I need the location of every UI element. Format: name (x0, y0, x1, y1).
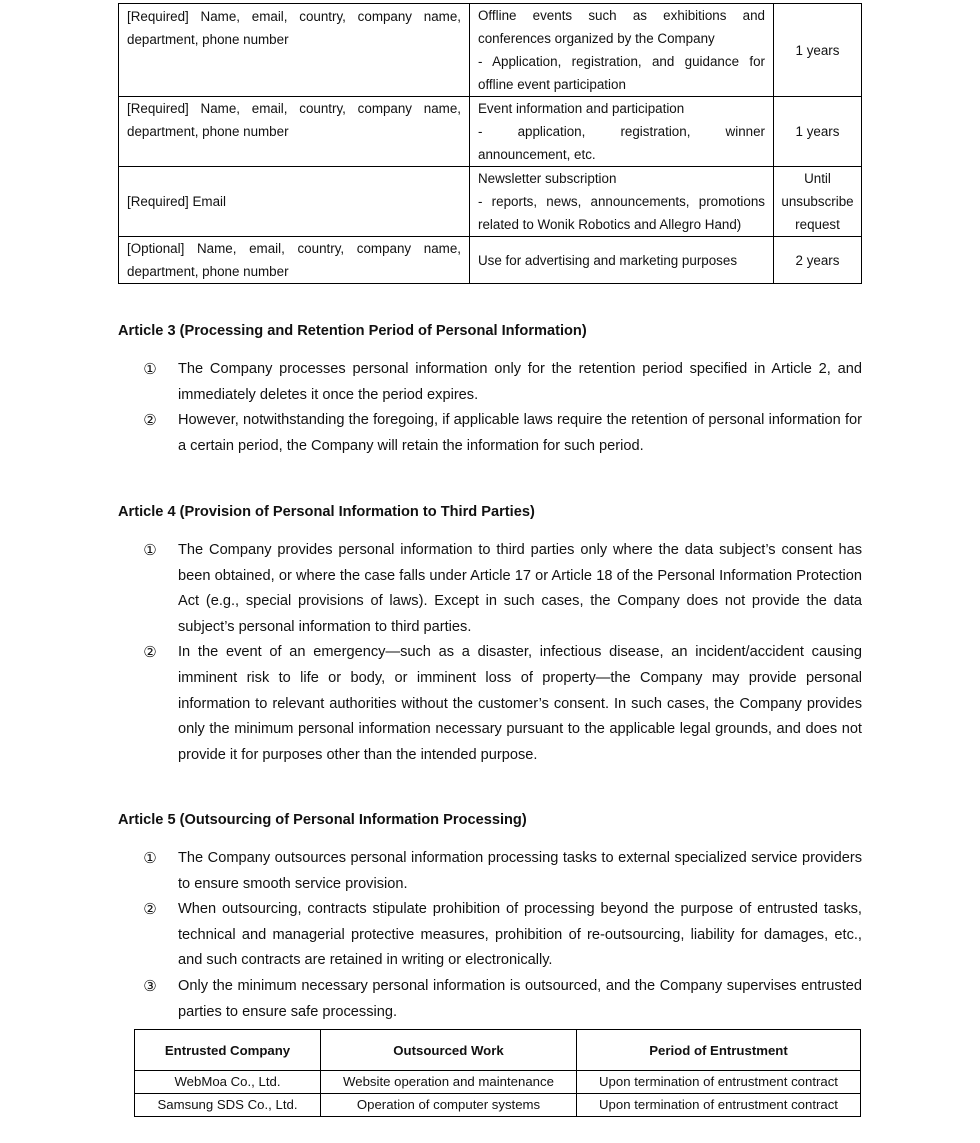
table-cell: Website operation and maintenance (321, 1071, 577, 1094)
table-row (135, 1094, 861, 1117)
purpose-cell (470, 237, 774, 284)
table-cell: Operation of computer systems (321, 1094, 577, 1117)
purpose-line: conferences organized by the Company (478, 31, 715, 46)
purpose-line: offline event participation (478, 77, 626, 92)
period-line: unsubscribe (781, 194, 854, 209)
retention-period-cell: 1 years (774, 97, 862, 167)
purpose-line: Event information and participation (478, 101, 685, 116)
column-header: Outsourced Work (321, 1030, 577, 1071)
item-number: ② (143, 644, 157, 662)
table-header-row (135, 1030, 861, 1071)
list-item (118, 974, 862, 1025)
table-cell: WebMoa Co., Ltd. (135, 1071, 321, 1094)
article-3-heading: Article 3 (Processing and Retention Period of Personal Information) (118, 323, 587, 339)
outsourcing-table (134, 1029, 861, 1117)
item-number: ① (143, 542, 157, 559)
item-text: In the event of an emergency—such as a disaster, infectious disease, an incident/accident causing imminent risk to life or body, or imminent loss of property—the Company may provide personal information to relevant authorities without the customer’s consent. In such cases, the Company provides only the minimum personal information necessary pursuant to the applicable legal grounds, and does not provide it for purposes other than the intended purpose. (178, 644, 862, 763)
retention-period-cell: 2 years (774, 237, 862, 284)
item-text: The Company provides personal information to third parties only where the data subject’s consent has been obtained, or where the case falls under Article 17 or Article 18 of the Personal Information Protection Act (e.g., special provisions of laws). Except in such cases, the Company does not provide the data subject’s personal information to third parties. (178, 542, 862, 635)
article-3-list (118, 357, 862, 459)
period-line: request (795, 217, 840, 232)
purpose-line: announcement, etc. (478, 147, 596, 162)
item-text: However, notwithstanding the foregoing, if applicable laws require the retention of personal information for a certain period, the Company will retain the information for such period. (178, 412, 862, 454)
article-5-list (118, 846, 862, 1025)
period-line: Until (804, 171, 831, 186)
purpose-line: Newsletter subscription (478, 171, 617, 186)
table-cell: Samsung SDS Co., Ltd. (135, 1094, 321, 1117)
list-item (118, 897, 862, 974)
list-item (118, 846, 862, 897)
collected-items-cell: [Required] Name, email, country, company name, department, phone number (119, 97, 470, 167)
purpose-line: related to Wonik Robotics and Allegro Hand) (478, 217, 742, 232)
table-row (135, 1071, 861, 1094)
item-text: When outsourcing, contracts stipulate prohibition of processing beyond the purpose of entrusted tasks, technical and managerial protective measures, prohibition of re-outsourcing, liability for damages, etc., and such contracts are retained in writing or electronically. (178, 901, 862, 969)
list-item (118, 640, 862, 768)
purpose-cell (470, 167, 774, 237)
list-item (118, 408, 862, 459)
table-cell: Upon termination of entrustment contract (577, 1071, 861, 1094)
article-4-heading: Article 4 (Provision of Personal Information to Third Parties) (118, 504, 535, 520)
item-text: The Company outsources personal information processing tasks to external specialized service providers to ensure smooth service provision. (178, 850, 862, 892)
item-text: Only the minimum necessary personal information is outsourced, and the Company supervises entrusted parties to ensure safe processing. (178, 977, 862, 1020)
retention-table (118, 3, 862, 284)
item-number: ① (143, 850, 157, 867)
article-5-heading: Article 5 (Outsourcing of Personal Information Processing) (118, 812, 527, 828)
table-row (119, 4, 862, 97)
table-row (119, 97, 862, 167)
purpose-line: Offline events such as exhibitions and (478, 8, 765, 23)
purpose-line: - Application, registration, and guidance for (478, 54, 765, 69)
purpose-line: Use for advertising and marketing purposes (478, 252, 738, 268)
table-cell: Upon termination of entrustment contract (577, 1094, 861, 1117)
collected-items-cell: [Optional] Name, email, country, company name, department, phone number (119, 237, 470, 284)
item-number: ① (143, 361, 157, 378)
list-item (118, 357, 862, 408)
purpose-line: - application, registration, winner (478, 124, 765, 139)
column-header: Entrusted Company (135, 1030, 321, 1071)
purpose-cell (470, 97, 774, 167)
purpose-cell (470, 4, 774, 97)
item-text: The Company processes personal information only for the retention period specified in Article 2, and immediately deletes it once the period expires. (178, 361, 862, 403)
retention-period-cell (774, 167, 862, 237)
purpose-line: - reports, news, announcements, promotions (478, 194, 765, 209)
retention-period-cell: 1 years (774, 4, 862, 97)
collected-items-cell: [Required] Name, email, country, company name, department, phone number (119, 4, 470, 97)
list-item (118, 538, 862, 640)
item-number: ② (143, 412, 157, 430)
article-4-list (118, 538, 862, 768)
item-number: ③ (143, 977, 157, 995)
table-row (119, 237, 862, 284)
table-row (119, 167, 862, 237)
item-number: ② (143, 901, 157, 919)
collected-items-cell: [Required] Email (119, 167, 470, 237)
column-header: Period of Entrustment (577, 1030, 861, 1071)
